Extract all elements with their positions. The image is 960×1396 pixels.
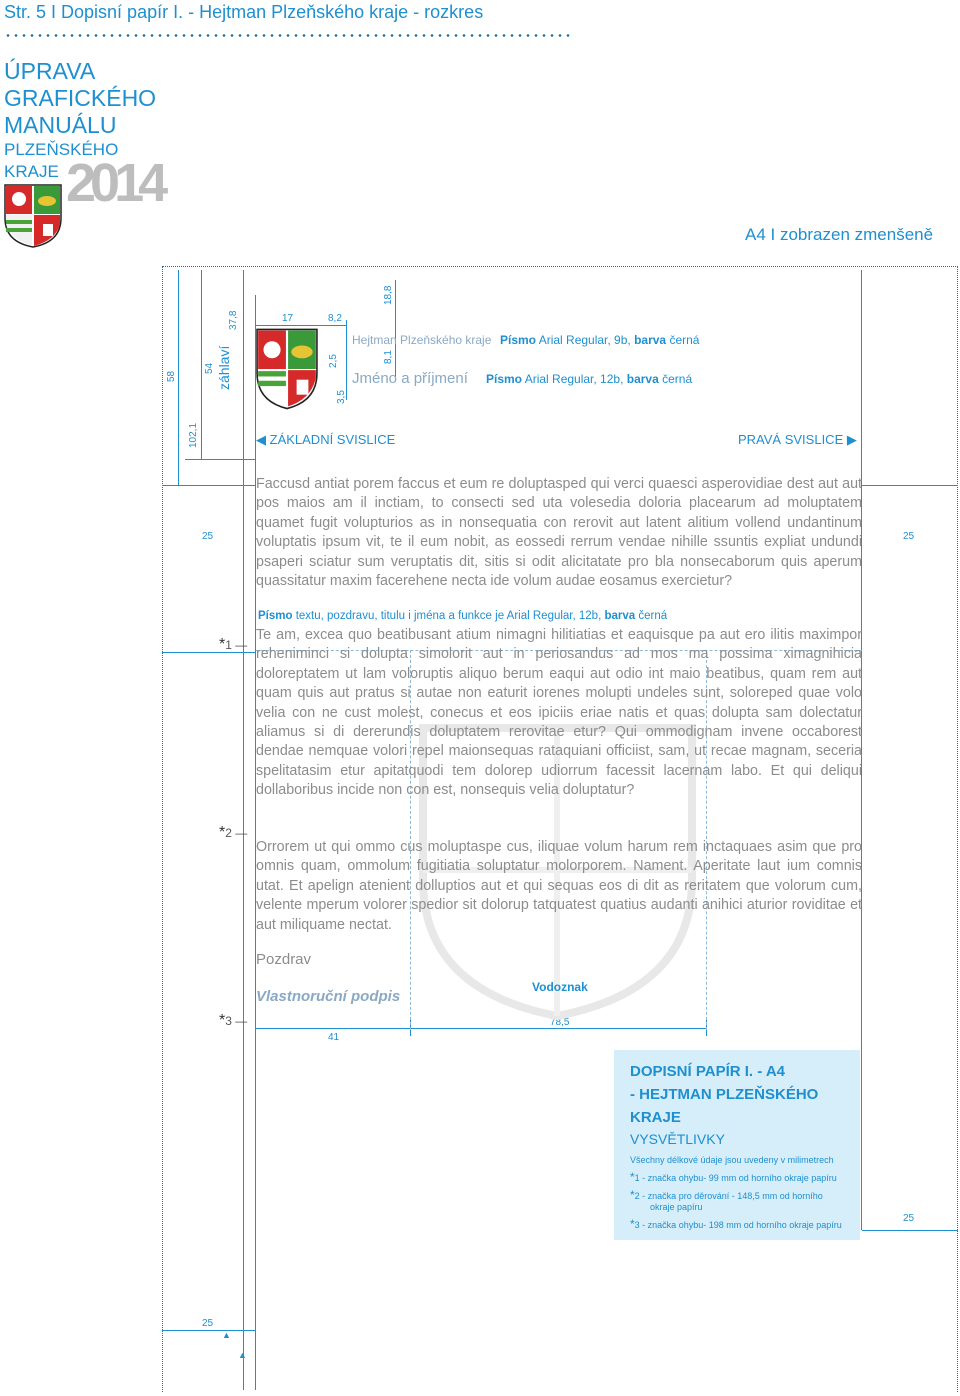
dim-v-18 xyxy=(395,280,396,380)
arrow-up-icon: ▲ xyxy=(238,1350,247,1360)
body-paragraph-1: Faccusd antiat porem faccus et eum re doluptasped qui verci quaesci asperovidiae dest aut aut pos maios am il inctiam, to consecti sed uta volesedia doloria placearum ad moluptatem quamet fugit volupturios as in nonsequatia con rerovit aut latent alitium vollend undantinum voluptatis ipsum vit, te il eum nobit, as eossedi rerrum vendae nihille ssuntis expliat undundi psaperi sciatur sum veruptatis dit, sitis si odit alicitatate pro bla nonsecaborum quis aperum quassitatur maxim facerehene necta ide volum audae eosamus exercietur? xyxy=(256,476,862,590)
dim-h-58 xyxy=(162,485,256,486)
arrow-right-icon: ▶ xyxy=(846,432,857,447)
frame-top xyxy=(162,266,958,267)
year-label: 2014 xyxy=(66,153,163,213)
greeting: Pozdrav xyxy=(256,951,312,968)
dim-h-17 xyxy=(256,325,346,326)
dim-25-bottom: 25 xyxy=(202,1318,214,1329)
letterhead-coat-of-arms-icon xyxy=(256,328,318,410)
dim-line-54 xyxy=(201,270,202,460)
fold-mark-1: *1 — xyxy=(219,636,248,653)
dim-25-right: 25 xyxy=(903,531,915,542)
region-line-1: PLZEŇSKÉHO xyxy=(4,140,119,159)
frame-right xyxy=(957,266,958,1392)
dim-h-right2 xyxy=(862,1230,958,1231)
legend-intro: Všechny délkové údaje jsou uvedeny v milimetrech xyxy=(630,1155,834,1165)
header-zone-label: záhlaví xyxy=(216,345,232,390)
dim-41: 41 xyxy=(328,1032,340,1043)
dim-37-8: 37,8 xyxy=(228,310,239,330)
body-paragraph-2: Te am, excea quo beatibusant atium nimagni hilitiatias et eaquisque pa aut ero ilitis maximpor reheniminci si dolupta simolorit aut in periosandus ad mos ma possima ximagnihicia doloreptatem ut lam voloruptis aliquo berum eaqui aut odio int maio beatibus, quam rem aut quam quis aut pratus si autae non eaturit iorenes molupti undeles sunt, soloreped quae volo velia con ne cust molest, conecus et eos ipiciis eriae natis et quas dolupta sam dolectatur aliamus si di dererundis doluptatem rerovitae etur? Qui ommodignam invene occaborest dendae nemquae volori repel maionsequas rataquiani officiist, sam, ut recae magnam, seceria spelitatasim etur apitatquodi tem dolorep udiorrum facessit lacernam labo. Et qui deliqui dollaboribus incide non con est, nonsequis velia doluptatur? xyxy=(256,627,862,799)
legend-item-3: *3 - značka ohybu- 198 mm od horního okraje papíru xyxy=(630,1217,842,1231)
font-note: Písmo textu, pozdravu, titulu i jména a funkce je Arial Regular, 12b, barva černá xyxy=(258,610,668,622)
dim-h-bottom xyxy=(162,1330,256,1331)
region-line-2: KRAJE xyxy=(4,162,59,181)
dim-h-41-78 xyxy=(256,1028,706,1029)
basic-vertical-label: ◀ ZÁKLADNÍ SVISLICE xyxy=(256,432,396,447)
signature: Vlastnoruční podpis xyxy=(256,988,401,1005)
dim-25-left: 25 xyxy=(202,531,214,542)
legend-item-1: *1 - značka ohybu- 99 mm od horního okraje papíru xyxy=(630,1170,837,1184)
dim-58: 58 xyxy=(166,370,177,382)
dim-line-58 xyxy=(178,270,179,485)
coat-of-arms-icon xyxy=(4,184,62,248)
name-spec: Písmo Arial Regular, 12b, barva černá xyxy=(486,372,693,386)
page-title: Str. 5 I Dopisní papír I. - Hejtman Plzeňského kraje - rozkres xyxy=(4,2,484,22)
dim-3-5: 3,5 xyxy=(336,390,347,404)
dim-17: 17 xyxy=(282,313,294,324)
arrow-left-icon: ◀ xyxy=(256,432,266,447)
name-label: Jméno a příjmení xyxy=(352,370,468,387)
dim-v-logo xyxy=(346,320,347,400)
arrow-up-icon: ▲ xyxy=(222,1330,231,1340)
dim-h-right xyxy=(862,485,958,486)
body-paragraph-3: Orrorem ut qui ommo cus moluptaspe cus, iliquae volum harum rem inctaquaes asim que pro omnis quam, ommolum fugitiatia soluptatur molorporem. Nament. Aperitate laut ium comnis utat. Et apelign atenient dolluptios aut et qui sequas eos di dit as reritatem que volorum cum, velente mperum volorer spedior sit dolorup tatquatest quatius audanti anihici aturior roviditae et aut miliquame nectat. xyxy=(256,839,862,933)
punch-mark-2: *2 — xyxy=(219,824,248,841)
manual-line-3: MANUÁLU xyxy=(4,112,117,138)
frame-left xyxy=(162,266,163,1392)
dim-8-1: 8,1 xyxy=(383,350,394,364)
dim-25-legend: 25 xyxy=(903,1213,915,1224)
dotted-divider xyxy=(4,34,570,37)
legend-title: DOPISNÍ PAPÍR I. - A4 - HEJTMAN PLZEŇSKÉHO KRAJE xyxy=(630,1063,819,1126)
manual-line-2: GRAFICKÉHO xyxy=(4,85,157,111)
legend-subtitle: VYSVĚTLIVKY xyxy=(630,1131,725,1147)
watermark-label: Vodoznak xyxy=(532,980,588,994)
dim-78-5: 78,5 xyxy=(550,1017,570,1028)
dim-54: 54 xyxy=(204,362,215,374)
office-spec: Písmo Arial Regular, 9b, barva černá xyxy=(500,333,700,347)
right-vertical-label: PRAVÁ SVISLICE ▶ xyxy=(738,432,857,447)
dim-2-5: 2,5 xyxy=(328,354,339,368)
dim-18-8: 18,8 xyxy=(383,285,394,305)
office-label: Hejtman Plzeňského kraje xyxy=(352,333,492,347)
fold-mark-3: *3 — xyxy=(219,1012,248,1029)
legend-item-2: *2 - značka pro děrování - 148,5 mm od horního okraje papíru xyxy=(630,1188,823,1212)
manual-line-1: ÚPRAVA xyxy=(4,58,96,84)
dim-8-2: 8,2 xyxy=(328,313,342,324)
legend-box xyxy=(614,1050,860,1240)
format-note: A4 I zobrazen zmenšeně xyxy=(745,225,934,244)
dim-102-1: 102,1 xyxy=(188,422,199,448)
dim-h-54 xyxy=(185,459,255,460)
